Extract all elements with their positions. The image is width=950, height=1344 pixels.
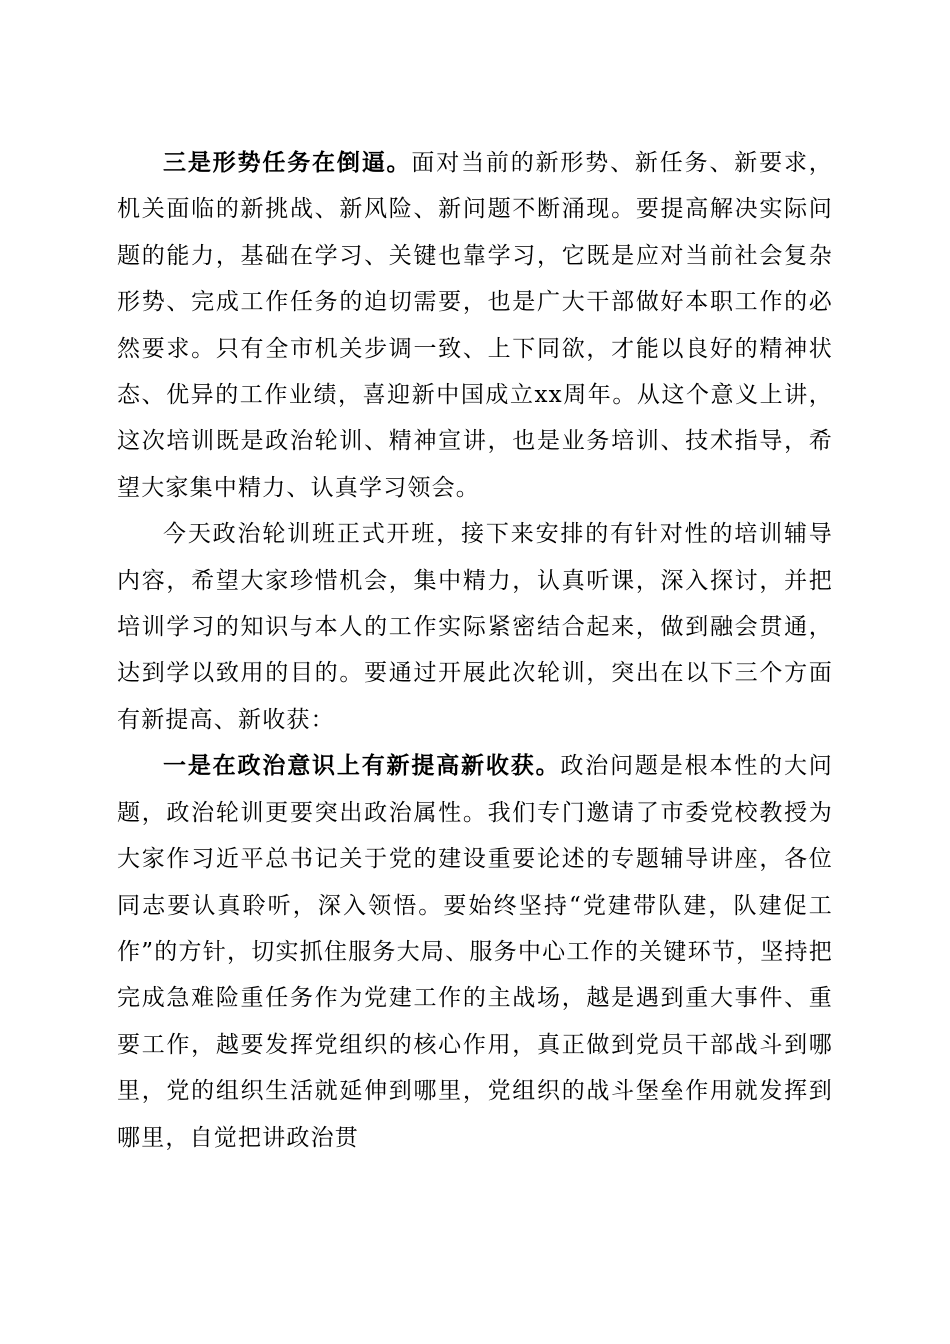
paragraph-lead: 一是在政治意识上有新提高新收获。 [163,752,561,780]
paragraph-text: 政治问题是根本性的大问题，政治轮训更要突出政治属性。我们专门邀请了市委党校教授为大家作习近平总书记关于党的建设重要论述的专题辅导讲座，各位同志要认真聆听，深入领悟。要始终坚持“党建带队建，队建促工作”的方针，切实抓住服务大局、服务中心工作的关键环节，坚持把完成急难险重任务作为党建工作的主战场，越是遇到重大事件、重要工作，越要发挥党组织的核心作用，真正做到党员干部战斗到哪里，党的组织生活就延伸到哪里，党组织的战斗堡垒作用就发挥到哪里，自觉把讲政治贯 [117,753,834,1151]
paragraph-situation-tasks [117,140,833,511]
document-body [117,140,833,1161]
paragraph-political-awareness [117,743,833,1161]
paragraph-text: 今天政治轮训班正式开班，接下来安排的有针对性的培训辅导内容，希望大家珍惜机会，集中精力，认真听课，深入探讨，并把培训学习的知识与本人的工作实际紧密结合起来，做到融会贯通，达到学以致用的目的。要通过开展此次轮训，突出在以下三个方面有新提高、新收获： [117,521,833,733]
paragraph-text: 面对当前的新形势、新任务、新要求，机关面临的新挑战、新风险、新问题不断涌现。要提高解决实际问题的能力，基础在学习、关键也靠学习，它既是应对当前社会复杂形势、完成工作任务的迫切需要，也是广大干部做好本职工作的必然要求。只有全市机关步调一致、上下同欲，才能以良好的精神状态、优异的工作业绩，喜迎新中国成立xx周年。从这个意义上讲，这次培训既是政治轮训、精神宣讲，也是业务培训、技术指导，希望大家集中精力、认真学习领会。 [117,150,834,501]
paragraph-training-opening [117,511,833,743]
paragraph-lead: 三是形势任务在倒逼。 [163,149,412,176]
